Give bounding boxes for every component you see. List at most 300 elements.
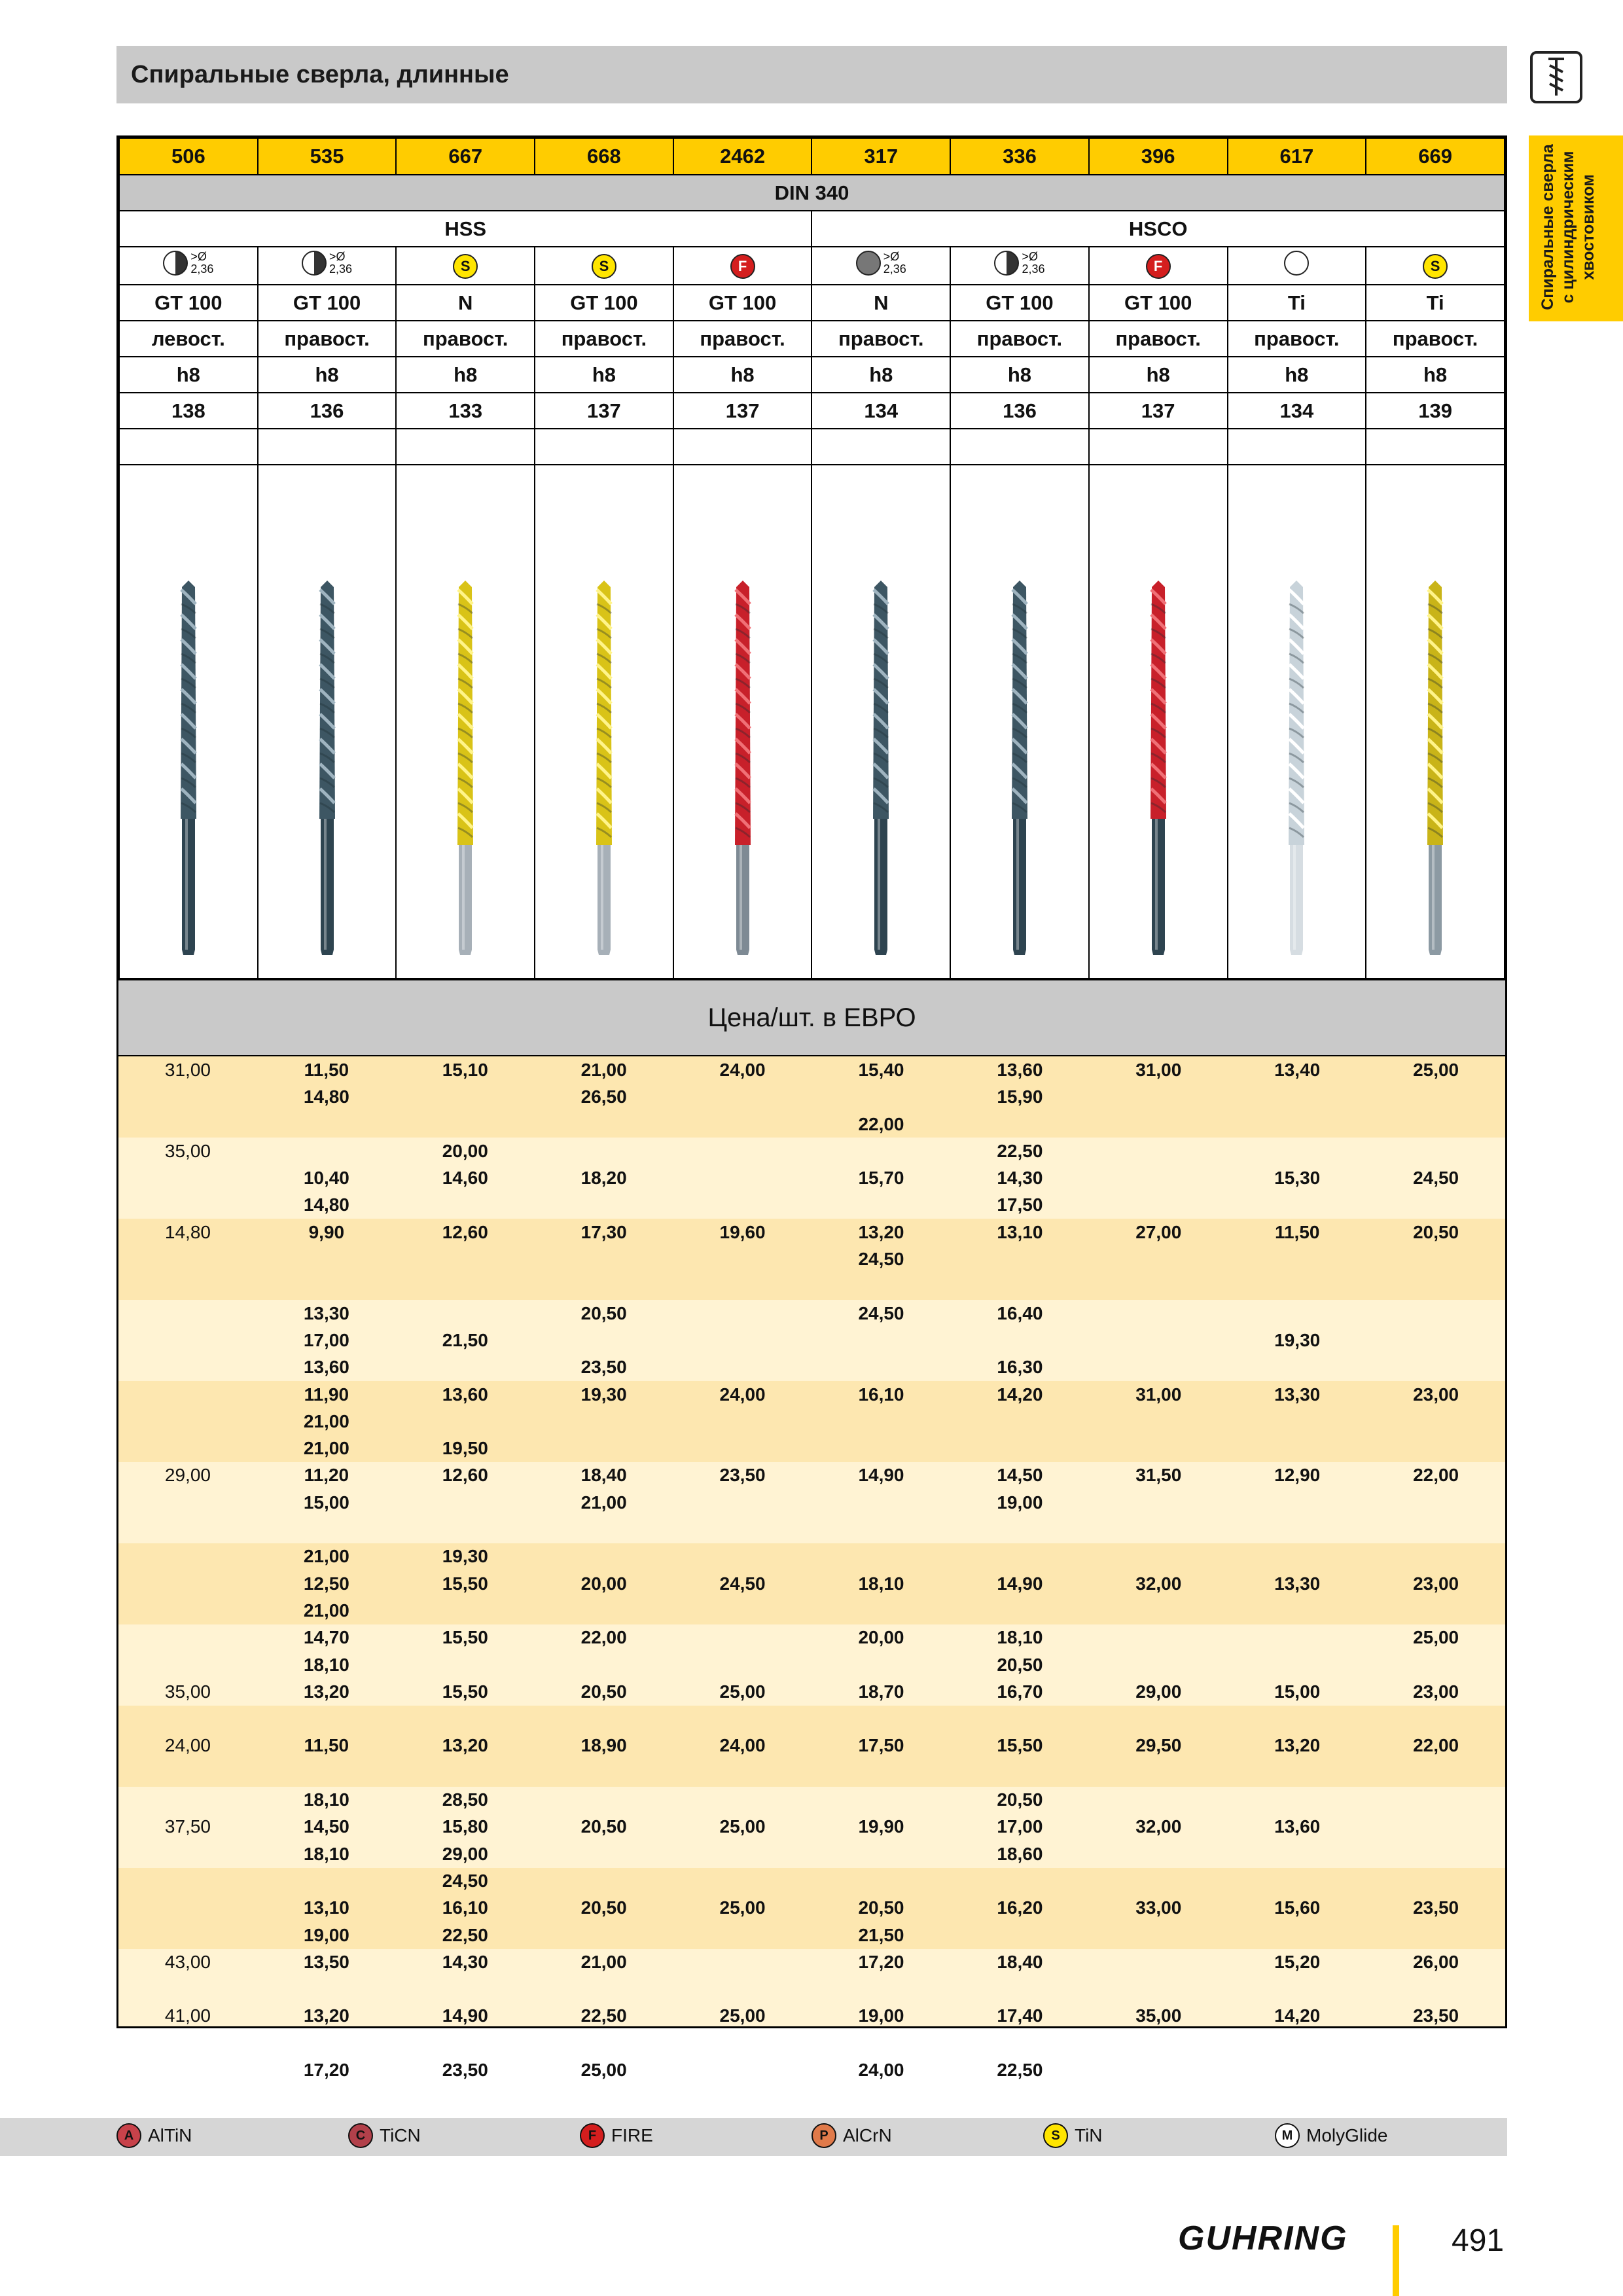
price-cell [673,1786,812,1813]
price-cell [673,1948,812,1975]
tolerance-cell: h8 [1089,357,1228,393]
price-row [118,1894,1505,1921]
price-cell [1089,1786,1228,1813]
price-cell [812,1191,951,1218]
coating-circle-icon: S [453,254,478,279]
price-cell: 14,90 [442,2005,488,2026]
price-row [118,1543,1505,1570]
price-cell: 18,90 [580,1735,627,1756]
price-cell: 21,00 [303,1438,349,1459]
price-cell [812,1489,951,1516]
price-cell [257,1705,396,1732]
price-cell: 24,00 [719,1384,766,1405]
price-row [118,1948,1505,1975]
price-cell: 22,00 [858,1113,904,1134]
price-cell [812,1408,951,1435]
price-cell [950,1246,1089,1272]
price-cell [118,1246,257,1272]
price-cell [535,1111,673,1138]
price-cell [118,1381,257,1408]
price-cell: 21,00 [580,1492,627,1513]
price-cell: 13,20 [1274,1735,1321,1756]
price-cell [812,1327,951,1354]
price-cell [1366,1354,1505,1380]
tolerance-row [119,357,1505,393]
price-cell [1089,1948,1228,1975]
price-cell: 18,40 [997,1951,1043,1972]
price-cell [535,1543,673,1570]
catalog-page-cell[interactable]: 134 [1228,393,1366,429]
material-cell: GT 100 [950,285,1089,321]
price-cell: 25,00 [580,2059,627,2080]
price-cell [1228,1083,1366,1110]
price-cell: 31,00 [1135,1060,1182,1080]
price-row [118,1435,1505,1462]
legend-item [812,2123,892,2148]
price-cell: 9,90 [308,1221,345,1242]
price-cell: 24,50 [719,1573,766,1594]
price-cell: 28,50 [442,1789,488,1810]
coating-symbol [1423,254,1448,279]
price-cell: 23,00 [1413,1384,1459,1405]
price-cell [673,1922,812,1948]
group-hss: HSS [119,211,812,247]
price-cell: 18,70 [858,1681,904,1702]
price-row [118,1246,1505,1272]
price-cell [257,1867,396,1894]
price-cell: 13,20 [303,2005,349,2026]
price-cell [673,1327,812,1354]
price-cell [535,1759,673,1786]
legend-label: TiN [1075,2125,1103,2145]
price-cell [1366,1083,1505,1110]
empty-cell [1366,429,1505,465]
tolerance-cell: h8 [535,357,673,393]
price-cell [1366,1111,1505,1138]
material-cell: GT 100 [258,285,397,321]
price-row [118,1840,1505,1867]
catalog-page-cell[interactable]: 137 [1089,393,1228,429]
catalog-page-cell[interactable]: 139 [1366,393,1505,429]
price-cell: 22,00 [580,1627,627,1648]
price-cell [118,1840,257,1867]
price-cell: 19,00 [997,1492,1043,1513]
price-cell: 25,00 [719,1897,766,1918]
price-cell [535,1651,673,1678]
price-cell [535,1597,673,1624]
coating-molyglide-icon: M [1275,2123,1300,2148]
price-cell [1366,1489,1505,1516]
price-cell [812,1975,951,2002]
price-cell [1366,1408,1505,1435]
price-cell [1366,1759,1505,1786]
article-code[interactable]: 667 [396,138,535,175]
price-cell [1228,1759,1366,1786]
price-cell [396,1408,535,1435]
article-code[interactable]: 396 [1089,138,1228,175]
price-cell: 18,10 [303,1789,349,1810]
coating-symbol-cell [950,247,1089,285]
tolerance-cell: h8 [119,357,258,393]
brand-logo: GUHRING [1178,2219,1348,2257]
price-cell [118,1597,257,1624]
diameter-note: >Ø 2,36 [190,250,214,276]
price-cell [1228,1786,1366,1813]
price-cell [535,1272,673,1299]
price-cell: 25,00 [719,2005,766,2026]
price-cell: 19,60 [719,1221,766,1242]
price-cell [673,1543,812,1570]
price-cell [1228,1138,1366,1164]
drill-bit-image [710,465,776,973]
price-cell: 14,70 [303,1627,349,1648]
drill-image-cell [535,465,673,978]
coating-circle-icon [994,251,1019,276]
price-cell: 35,00 [164,1681,211,1702]
price-cell [1089,1272,1228,1299]
price-cell: 14,20 [997,1384,1043,1405]
price-cell: 43,00 [164,1951,211,1972]
price-cell [673,1597,812,1624]
price-row [118,1867,1505,1894]
diameter-note: >Ø 2,36 [329,250,353,276]
price-cell [396,1516,535,1543]
coating-symbol [994,251,1044,276]
catalog-page-cell[interactable]: 134 [812,393,950,429]
price-cell: 15,40 [858,1060,904,1080]
price-cell [673,1246,812,1272]
price-cell [1228,1300,1366,1327]
coating-symbol [1146,254,1171,279]
price-cell: 15,50 [442,1573,488,1594]
price-cell: 17,20 [858,1951,904,1972]
direction-cell: левост. [119,321,258,357]
price-cell: 19,30 [1274,1329,1321,1350]
price-cell: 15,30 [1274,1168,1321,1189]
tolerance-cell: h8 [258,357,397,393]
price-cell [1228,1597,1366,1624]
coating-symbol-cell [1089,247,1228,285]
price-cell [812,1083,951,1110]
catalog-page-cell[interactable]: 137 [673,393,812,429]
price-cell: 16,70 [997,1681,1043,1702]
price-cell [118,1570,257,1597]
price-header: Цена/шт. в ЕВРО [118,979,1505,1056]
price-cell [1366,1840,1505,1867]
price-cell: 20,50 [580,1816,627,1837]
price-cell [1366,1651,1505,1678]
price-cell: 15,10 [442,1060,488,1080]
price-row [118,1516,1505,1543]
price-cell: 14,90 [858,1465,904,1486]
price-cell [118,1975,257,2002]
price-cell [118,2030,257,2056]
price-cell [1228,1516,1366,1543]
catalog-page-cell[interactable]: 138 [119,393,258,429]
price-cell [1366,1191,1505,1218]
coating-symbol [730,254,755,279]
price-cell [1228,1624,1366,1651]
price-cell [118,1191,257,1218]
price-cell [1366,1813,1505,1840]
price-cell [1228,2030,1366,2056]
legend-label: AlCrN [843,2125,892,2145]
section-tab[interactable] [1529,135,1623,321]
price-cell [950,1705,1089,1732]
price-cell: 20,50 [580,1897,627,1918]
price-cell [1228,1867,1366,1894]
article-code[interactable]: 669 [1366,138,1505,175]
direction-cell: правост. [812,321,950,357]
price-cell [118,1516,257,1543]
price-cell: 26,50 [580,1086,627,1107]
price-row [118,1056,1505,1083]
price-cell: 41,00 [164,2005,211,2026]
price-cell [1366,1435,1505,1462]
drill-image-cell [396,465,535,978]
price-row [118,1164,1505,1191]
price-cell: 10,40 [303,1168,349,1189]
price-cell [1089,1651,1228,1678]
coating-circle-icon: S [1423,254,1448,279]
price-cell: 13,20 [858,1221,904,1242]
price-cell: 24,50 [442,1870,488,1891]
price-cell [118,1408,257,1435]
price-cell [1366,1246,1505,1272]
legend-label: TiCN [380,2125,421,2145]
price-cell: 21,50 [442,1329,488,1350]
price-cell: 12,90 [1274,1465,1321,1486]
price-cell: 17,40 [997,2005,1043,2026]
price-cell: 15,50 [997,1735,1043,1756]
price-cell [673,1651,812,1678]
price-cell: 12,50 [303,1573,349,1594]
price-cell: 16,30 [997,1357,1043,1378]
price-cell [1366,1597,1505,1624]
tolerance-cell: h8 [812,357,950,393]
price-cell [812,1543,951,1570]
catalog-page-cell[interactable]: 136 [258,393,397,429]
price-cell [535,1516,673,1543]
price-cell [1089,1111,1228,1138]
price-cell: 11,50 [304,1735,349,1756]
price-cell: 23,50 [1413,2005,1459,2026]
price-cell: 11,90 [304,1384,349,1405]
price-cell [1089,1164,1228,1191]
article-code[interactable]: 506 [119,138,258,175]
article-code[interactable]: 317 [812,138,950,175]
price-cell [812,1138,951,1164]
price-cell [1089,1083,1228,1110]
drill-image-cell [119,465,258,978]
drill-bit-image [156,465,221,973]
price-cell: 14,80 [303,1086,349,1107]
coating-circle-icon [1284,251,1309,276]
coating-symbol [592,254,616,279]
price-cell [1089,2056,1228,2083]
price-cell: 17,20 [303,2059,349,2080]
price-cell: 14,80 [164,1221,211,1242]
price-cell: 32,00 [1135,1573,1182,1594]
price-cell [812,1867,951,1894]
price-cell [812,1272,951,1299]
title-bar [116,46,1507,103]
price-cell [812,1435,951,1462]
price-cell [1366,1975,1505,2002]
price-cell: 17,30 [580,1221,627,1242]
article-code[interactable]: 535 [258,138,397,175]
price-row [118,1705,1505,1732]
drill-icon [1529,50,1584,105]
price-row [118,1272,1505,1299]
empty-cell [950,429,1089,465]
price-cell: 13,60 [303,1357,349,1378]
price-row [118,1813,1505,1840]
price-cell: 29,00 [442,1843,488,1864]
catalog-page-cell[interactable]: 136 [950,393,1089,429]
price-cell: 17,50 [858,1735,904,1756]
price-row [118,1732,1505,1759]
material-cell: GT 100 [673,285,812,321]
price-cell: 13,30 [1274,1573,1321,1594]
price-row [118,2030,1505,2056]
price-cell [1228,1489,1366,1516]
price-cell [1089,1191,1228,1218]
price-cell [118,1867,257,1894]
spec-table [118,137,1505,979]
coating-symbol-cell [812,247,950,285]
price-cell: 14,60 [442,1168,488,1189]
price-cell [1228,1922,1366,1948]
price-cell [118,1894,257,1921]
price-cell [673,1083,812,1110]
price-cell [1089,1543,1228,1570]
price-row [118,1597,1505,1624]
price-cell: 27,00 [1135,1221,1182,1242]
material-cell: GT 100 [119,285,258,321]
tolerance-cell: h8 [396,357,535,393]
tolerance-cell: h8 [1366,357,1505,393]
drill-image-cell [1228,465,1366,978]
price-cell: 15,70 [858,1168,904,1189]
price-cell [673,2030,812,2056]
price-cell: 11,50 [1274,1221,1320,1242]
price-cell [673,1624,812,1651]
price-cell: 35,00 [164,1140,211,1161]
price-row [118,1922,1505,1948]
empty-cell [119,429,258,465]
price-cell [535,1922,673,1948]
price-cell [950,1272,1089,1299]
material-cell: N [812,285,950,321]
article-code[interactable]: 617 [1228,138,1366,175]
direction-row [119,321,1505,357]
article-code[interactable]: 2462 [673,138,812,175]
drill-bit-image [571,465,637,973]
price-cell [396,1759,535,1786]
price-cell [1089,1246,1228,1272]
price-cell: 13,60 [997,1060,1043,1080]
price-cell [673,1489,812,1516]
empty-cell [396,429,535,465]
price-cell [535,1191,673,1218]
price-cell [1228,1975,1366,2002]
price-cell: 11,50 [304,1060,349,1080]
price-cell [118,1651,257,1678]
article-code[interactable]: 668 [535,138,673,175]
catalog-page-cell[interactable]: 137 [535,393,673,429]
price-cell: 31,00 [164,1060,211,1080]
price-cell: 23,00 [1413,1681,1459,1702]
material-cell: Ti [1366,285,1505,321]
price-cell [1089,1597,1228,1624]
price-cell: 20,50 [997,1654,1043,1675]
price-cell [1366,1516,1505,1543]
price-cell [396,1246,535,1272]
price-cell [396,1597,535,1624]
price-cell: 17,00 [997,1816,1043,1837]
price-cell [812,2030,951,2056]
price-cell: 16,10 [858,1384,904,1405]
group-hsco: HSCO [812,211,1505,247]
page-title: Спиральные сверла, длинные [131,61,509,88]
drill-image-cell [673,465,812,978]
legend-item [116,2123,192,2148]
price-cell [950,1922,1089,1948]
price-cell [950,1759,1089,1786]
coating-altin-icon: A [116,2123,141,2148]
price-row [118,1975,1505,2002]
price-row [118,1678,1505,1705]
price-cell [950,1516,1089,1543]
price-cell: 14,50 [997,1465,1043,1486]
price-cell: 13,60 [1274,1816,1321,1837]
price-cell: 18,10 [997,1627,1043,1648]
price-cell [950,2030,1089,2056]
drill-image-cell [1366,465,1505,978]
price-cell [118,1083,257,1110]
price-cell: 22,50 [580,2005,627,2026]
price-cell: 23,50 [580,1357,627,1378]
drill-image-cell [1089,465,1228,978]
drill-image-cell [258,465,397,978]
price-cell [950,1867,1089,1894]
coating-symbol-row [119,247,1505,285]
price-cell [1089,1327,1228,1354]
price-cell: 17,00 [303,1329,349,1350]
price-cell: 29,00 [1135,1681,1182,1702]
price-cell [673,1164,812,1191]
article-code[interactable]: 336 [950,138,1089,175]
price-cell: 26,00 [1413,1951,1459,1972]
empty-cell [673,429,812,465]
price-cell [257,1246,396,1272]
drill-image-cell [812,465,950,978]
coating-circle-icon: F [1146,254,1171,279]
empty-cell [1228,429,1366,465]
price-row [118,1651,1505,1678]
price-cell [950,1435,1089,1462]
price-cell: 15,80 [442,1816,488,1837]
price-row [118,1300,1505,1327]
tolerance-cell: h8 [950,357,1089,393]
price-cell [812,1651,951,1678]
catalog-page-cell[interactable]: 133 [396,393,535,429]
price-cell [535,2030,673,2056]
price-grid [118,1056,1505,2083]
tolerance-cell: h8 [673,357,812,393]
price-cell [1366,1786,1505,1813]
